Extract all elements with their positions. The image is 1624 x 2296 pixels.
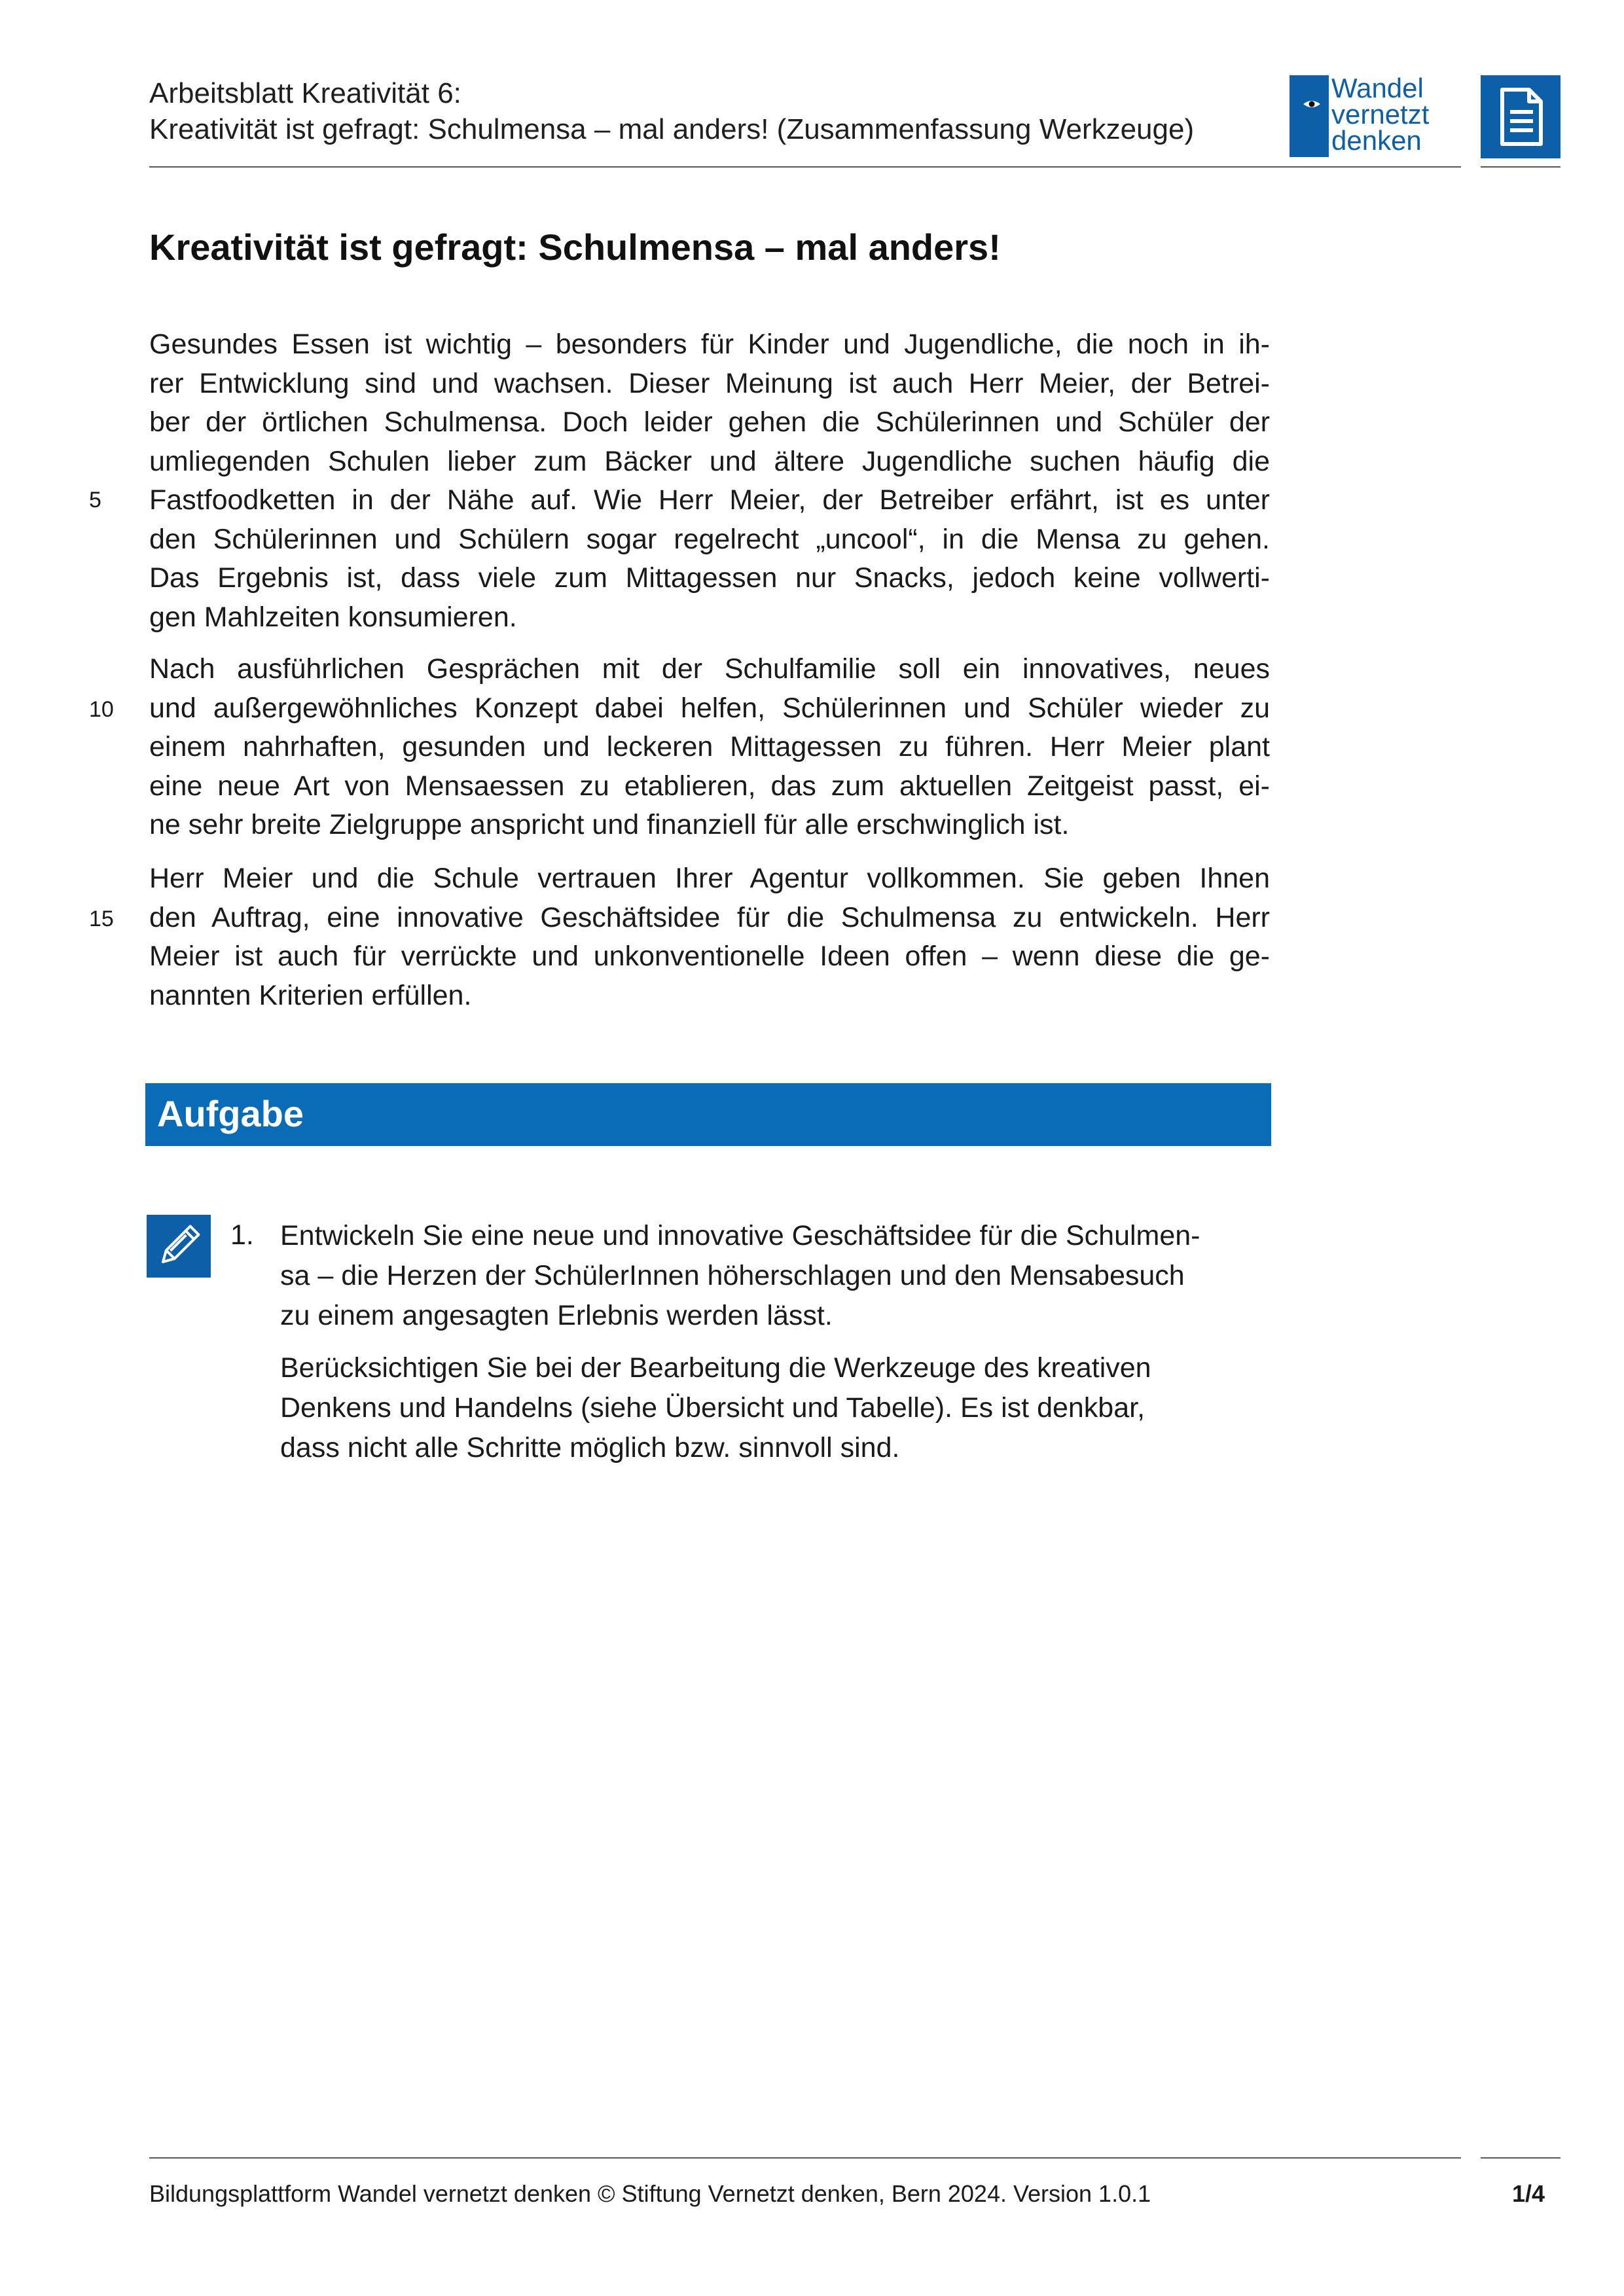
document-icon [1481, 75, 1561, 158]
logo-mark [1290, 75, 1329, 157]
text-line: sa – die Herzen der SchülerInnen höherschlagen und den Mensabesuch [280, 1260, 1185, 1291]
task-banner [145, 1083, 1271, 1146]
worksheet-label: Arbeitsblatt Kreativität 6: [149, 77, 461, 109]
text-line: Entwickeln Sie eine neue und innovative Geschäftsidee für die Schulmen- [280, 1220, 1200, 1251]
text-line: umliegenden Schulen lieber zum Bäcker und ältere Jugendliche suchen häufig die [149, 445, 1270, 477]
page-number: 1/4 [1512, 2180, 1545, 2207]
text-line: zu einem angesagten Erlebnis werden lässt. [280, 1300, 833, 1331]
text-line: Berücksichtigen Sie bei der Bearbeitung die Werkzeuge des kreativen [280, 1352, 1151, 1384]
worksheet-subtitle: Kreativität ist gefragt: Schulmensa – mal anders! (Zusammenfassung Werkzeuge) [149, 113, 1195, 145]
intro-paragraph [149, 325, 1270, 637]
text-line: Das Ergebnis ist, dass viele zum Mittagessen nur Snacks, jedoch keine vollwerti- [149, 562, 1270, 594]
footer-divider-right [1481, 2157, 1561, 2159]
logo-word: vernetzt [1331, 99, 1430, 130]
text-line: rer Entwicklung sind und wachsen. Dieser Meinung ist auch Herr Meier, der Betrei- [149, 367, 1270, 399]
logo-wordmark [1331, 75, 1429, 154]
text-line: Gesundes Essen ist wichtig – besonders für Kinder und Jugendliche, die noch in ih- [149, 329, 1270, 360]
text-line: Denkens und Handelns (siehe Übersicht und Tabelle). Es ist denkbar, [280, 1392, 1146, 1424]
task-number: 1. [230, 1219, 254, 1251]
logo-word: Wandel [1331, 73, 1424, 103]
text-line: Fastfoodketten in der Nähe auf. Wie Herr Meier, der Betreiber erfährt, ist es unter [149, 484, 1270, 516]
text-line: ne sehr breite Zielgruppe anspricht und finanziell für alle erschwinglich ist. [149, 809, 1070, 840]
page-title: Kreativität ist gefragt: Schulmensa – mal anders! [149, 226, 1001, 268]
text-line: Meier ist auch für verrückte und unkonventionelle Ideen offen – wenn diese die ge- [149, 941, 1270, 972]
logo-word: denken [1331, 125, 1422, 156]
assignment-paragraph [149, 859, 1270, 1015]
text-line: den Auftrag, eine innovative Geschäftsidee für die Schulmensa zu entwickeln. Herr [149, 901, 1270, 933]
wandel-vernetzt-denken-logo [1290, 75, 1466, 157]
task-hint [280, 1348, 1254, 1468]
task-instruction [280, 1216, 1254, 1336]
eye-icon [1303, 99, 1321, 109]
header-divider [149, 166, 1461, 168]
text-line: eine neue Art von Mensaessen zu etablieren, das zum aktuellen Zeitgeist passt, ei- [149, 770, 1270, 802]
task-banner-label: Aufgabe [157, 1093, 304, 1134]
line-number: 15 [89, 906, 114, 931]
pencil-icon [147, 1215, 211, 1278]
text-line: und außergewöhnliches Konzept dabei helfen, Schülerinnen und Schüler wieder zu [149, 692, 1270, 724]
text-line: nannten Kriterien erfüllen. [149, 979, 472, 1011]
text-line: den Schülerinnen und Schülern sogar regelrecht „uncool“, in die Mensa zu gehen. [149, 523, 1270, 555]
line-number: 10 [89, 697, 114, 722]
concept-paragraph [149, 650, 1270, 845]
text-line: Herr Meier und die Schule vertrauen Ihrer Agentur vollkommen. Sie geben Ihnen [149, 863, 1270, 894]
text-line: dass nicht alle Schritte möglich bzw. sinnvoll sind. [280, 1432, 900, 1463]
header-divider-right [1481, 166, 1561, 168]
text-line: einem nahrhaften, gesunden und leckeren Mittagessen zu führen. Herr Meier plant [149, 731, 1270, 762]
text-line: ber der örtlichen Schulmensa. Doch leider gehen die Schülerinnen und Schüler der [149, 406, 1270, 438]
text-line: Nach ausführlichen Gesprächen mit der Schulfamilie soll ein innovatives, neues [149, 653, 1270, 685]
footer-copyright: Bildungsplattform Wandel vernetzt denken © Stiftung Vernetzt denken, Bern 2024. Version 1.0.1 [149, 2180, 1151, 2207]
line-number: 5 [89, 488, 101, 512]
footer-divider [149, 2157, 1461, 2159]
text-line: gen Mahlzeiten konsumieren. [149, 601, 517, 633]
